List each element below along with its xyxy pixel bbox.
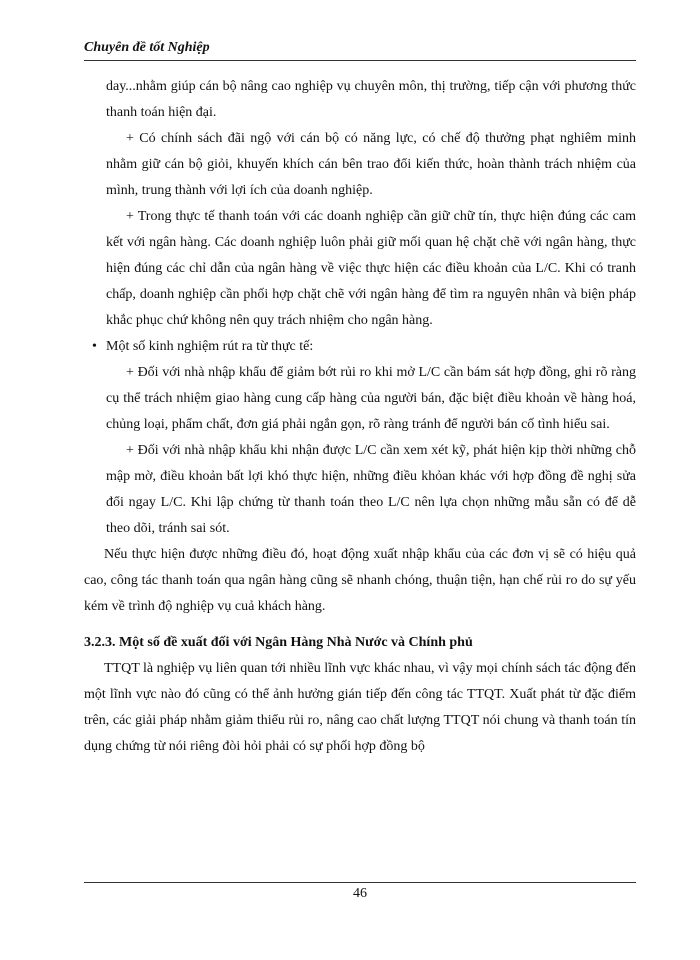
- bullet-item: [84, 334, 636, 360]
- paragraph-plus-1: + Có chính sách đãi ngộ với cán bộ có năng lực, có chế độ thưởng phạt nghiêm minh nhằm giữ cán bộ giỏi, khuyến khích cán bên trao đổi kiến thức, hoàn thành trách nhiệm của mình, trung thành với lợi ích của doanh nghiệp.: [106, 131, 636, 198]
- bullet-icon: •: [92, 339, 97, 354]
- paragraph-conclusion: Nếu thực hiện được những điều đó, hoạt động xuất nhập khẩu của các đơn vị sẽ có hiệu quả cao, công tác thanh toán qua ngân hàng cũng sẽ nhanh chóng, thuận tiện, hạn chế rủi ro do sự yếu kém về trình độ nghiệp vụ cuả khách hàng.: [84, 547, 636, 614]
- document-header: Chuyên đề tốt Nghiệp: [84, 40, 210, 55]
- header-divider: [84, 60, 636, 61]
- paragraph-continuation: day...nhằm giúp cán bộ nâng cao nghiệp vụ chuyên môn, thị trường, tiếp cận với phương thức thanh toán hiện đại.: [106, 79, 636, 120]
- paragraph-plus-3: + Đối với nhà nhập khẩu để giảm bớt rủi ro khi mở L/C cần bám sát hợp đồng, ghi rõ ràng cụ thể trách nhiệm giao hàng cung cấp hàng của người bán, đặc biệt điều khoản về hàng hoá, chủng loại, phẩm chất, đơn giá phải ngắn gọn, rõ ràng tránh để người bán cố tình hiểu sai.: [106, 365, 636, 432]
- paragraph-plus-4: + Đối với nhà nhập khẩu khi nhận được L/C cần xem xét kỹ, phát hiện kịp thời những chỗ mập mờ, điều khoản bất lợi khó thực hiện, những điều khỏan khác với hợp đồng đề nghị sửa đổi ngay L/C. Khi lập chứng từ thanh toán theo L/C nên lựa chọn những mẫu sẵn có để dễ theo dõi, tránh sai sót.: [106, 443, 636, 536]
- page-number: 46: [353, 886, 367, 901]
- paragraph-plus-2: + Trong thực tế thanh toán với các doanh nghiệp cần giữ chữ tín, thực hiện đúng các cam kết với ngân hàng. Các doanh nghiệp luôn phải giữ mối quan hệ chặt chẽ với ngân hàng, thực hiện đúng các chỉ dẫn của ngân hàng về việc thực hiện các điều khoản của L/C. Khi có tranh chấp, doanh nghiệp cần phối hợp chặt chẽ với ngân hàng để tìm ra nguyên nhân và biện pháp khắc phục chứ không nên quy trách nhiệm cho ngân hàng.: [106, 209, 636, 328]
- bullet-text: Một số kinh nghiệm rút ra từ thực tế:: [106, 339, 314, 354]
- document-body: [84, 74, 636, 760]
- paragraph-section-intro: TTQT là nghiệp vụ liên quan tới nhiều lĩnh vực khác nhau, vì vậy mọi chính sách tác động đến một lĩnh vực nào đó cũng có thể ảnh hưởng gián tiếp đến công tác TTQT. Xuất phát từ đặc điểm trên, các giải pháp nhằm giảm thiểu rủi ro, nâng cao chất lượng TTQT nói chung và thanh toán tín dụng chứng từ nói riêng đòi hỏi phải có sự phối hợp đồng bộ: [84, 661, 636, 754]
- footer-divider: [84, 882, 636, 883]
- section-heading: 3.2.3. Một số đề xuất đối với Ngân Hàng Nhà Nước và Chính phủ: [84, 635, 473, 650]
